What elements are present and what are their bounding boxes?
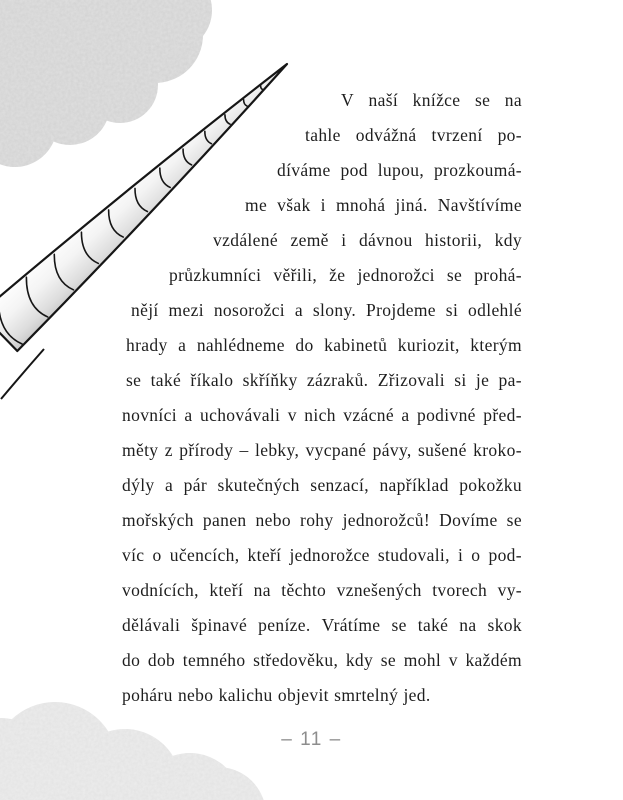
text-line: do dob temného středověku, kdy se mohl v každém	[122, 650, 522, 670]
text-line: měty z přírody – lebky, vycpané pávy, sušené kroko-	[122, 440, 522, 460]
text-line: vodnících, kteří na těchto vznešených tvorech vy-	[122, 580, 522, 600]
text-line: poháru nebo kalichu objevit smrtelný jed.	[122, 685, 431, 705]
text-line: průzkumníci věřili, že jednorožci se prohá-	[169, 265, 522, 285]
text-line: dýly a pár skutečných senzací, například pokožku	[122, 475, 522, 495]
text-line: V naší knížce se na	[341, 90, 522, 110]
text-line: hrady a nahlédneme do kabinetů kuriozit, kterým	[126, 335, 522, 355]
text-line: novníci a uchovávali v nich vzácné a podivné před-	[122, 405, 522, 425]
text-line: vzdálené země i dávnou historii, kdy	[213, 230, 522, 250]
text-line: díváme pod lupou, prozkoumá-	[277, 160, 522, 180]
text-line: mořských panen nebo rohy jednorožců! Dovíme se	[122, 510, 522, 530]
text-line: tahle odvážná tvrzení po-	[305, 125, 522, 145]
text-line: nějí mezi nosorožci a slony. Projdeme si odlehlé	[131, 300, 522, 320]
text-line: me však i mnohá jiná. Navštívíme	[245, 195, 522, 215]
text-line: víc o učencích, kteří jednorožce studovali, i o pod-	[122, 545, 522, 565]
text-block	[122, 83, 522, 713]
page-number: – 11 –	[281, 729, 342, 750]
text-line: dělávali špinavé peníze. Vrátíme se také na skok	[122, 615, 522, 635]
text-line: se také říkalo skříňky zázraků. Zřizovali si je pa-	[126, 370, 522, 390]
